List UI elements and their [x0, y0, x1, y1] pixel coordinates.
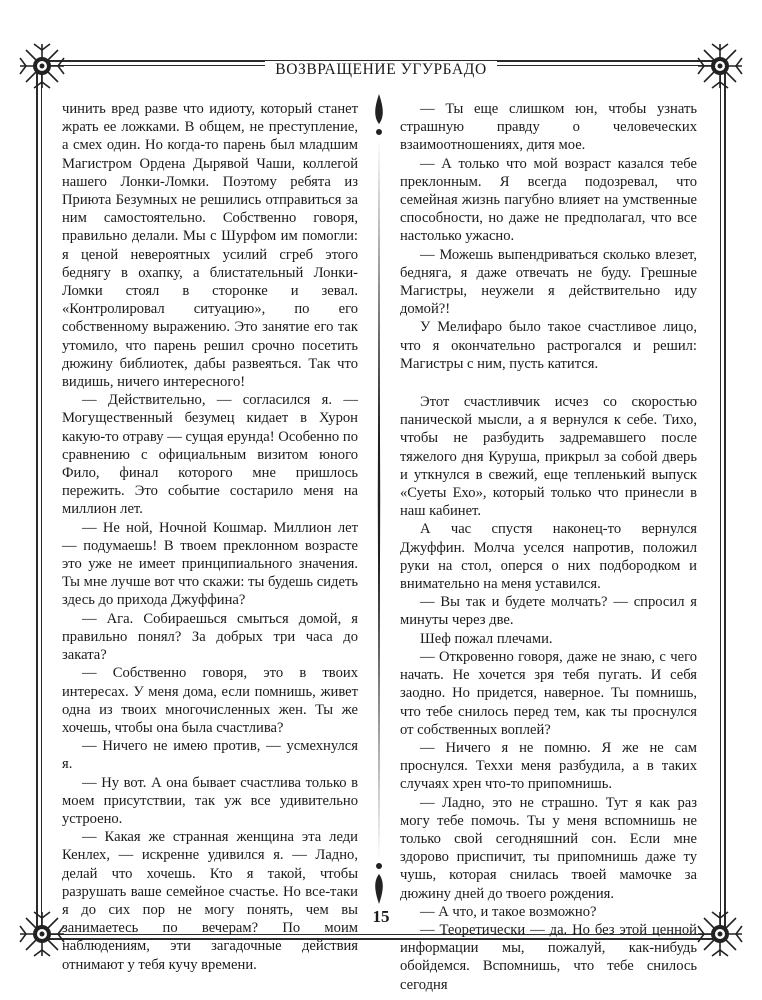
paragraph: У Мелифаро было такое счастливое лицо, что я окончательно растрогался и решил: Магистры с ним, пусть катится. [400, 319, 697, 372]
paragraph: — А что, и такое возможно? [420, 903, 597, 920]
paragraph: — Действительно, — согласился я. — Могущественный безумец кидает в Хурон какую-то отраву — сущая ерунда! Особенно по сравнению с официальным визитом юного Фило, финал которого мне пришлось пережить. Это событие состарило меня на миллион лет. [62, 392, 358, 518]
column-divider-ornament-icon [369, 94, 389, 904]
paragraph: — А только что мой возраст казался тебе преклонным. Я всегда подозревал, что семейная жизнь пагубно влияет на умственные способности, но даже не предполагал, что все настолько ужасно. [400, 155, 697, 245]
paragraph: — Ладно, это не страшно. Тут я как раз могу тебе помочь. Ты у меня вспомнишь не только свой сегодняшний сон. Если мне здорово приспичит, ты припомнишь даже ту чушь, которая снилась твоей мамочке за дюжину дней до твоего рождения. [400, 794, 697, 902]
page-number-container [0, 907, 762, 927]
book-title: ВОЗВРАЩЕНИЕ УГУРБАДО [265, 61, 497, 79]
paragraph: — Какая же странная женщина эта леди Кенлех, — искренне удивился я. — Ладно, делай что хочешь. Кто я такой, чтобы разрушать ваше семейное счастье. Но все-таки я до сих пор не могу понять, чем вы занимаетесь по вечерам? По моим наблюдениям, эти загадочные действия отнимают у тебя кучу времени. [62, 829, 358, 973]
paragraph: — Вы так и будете молчать? — спросил я минуты через две. [400, 594, 697, 629]
paragraph: Этот счастливчик исчез со скоростью панической мысли, а я вернулся к себе. Тихо, чтобы не разбудить задремавшего после тяжелого дня Куруша, прикрыл за собой дверь и уткнулся в свежий, еще тепленький выпуск «Суеты Ехо», который только что принесли в наш кабинет. [400, 394, 697, 520]
paragraph: — Теоретически — да. Но без этой ценной информации мы, пожалуй, как-нибудь обойдемся. Вспомнишь, что тебе снилось сегодня [400, 921, 697, 993]
paragraph: — Ничего не имею против, — усмехнулся я. [62, 738, 358, 773]
paragraph: — Откровенно говоря, даже не знаю, с чего начать. Не хочется зря тебя пугать. И себя заодно. Но придется, наверное. Ты помнишь, что тебе снилось перед тем, как ты проснулся от собственных воплей? [400, 648, 697, 738]
paragraph: — Можешь выпендриваться сколько влезет, бедняга, я даже отвечать не буду. Грешные Магистры, неужели я действительно иду домой?! [400, 246, 697, 318]
text-column-right [400, 100, 697, 993]
paragraph: А час спустя наконец-то вернулся Джуффин. Молча уселся напротив, положил руки на стол, оперся о них подбородком и внимательно на меня уставился. [400, 521, 697, 593]
running-header [0, 61, 762, 79]
paragraph: — Ничего я не помню. Я же не сам проснулся. Теххи меня разбудила, а в таких случаях хрен что-то припомнишь. [400, 739, 697, 793]
paragraph: чинить вред разве что идиоту, который станет жрать ее ложками. В общем, не преступление, а смех один. Но когда-то парень был младшим Магистром Ордена Дырявой Чаши, коллегой нашего Лонки-Ломки. Поэтому ребята из Приюта Безумных не решились отправиться за ним самостоятельно. Собственно говоря, правильно делали. Мы с Шурфом им помогли: я ценой невероятных усилий сгреб этого беднягу в охапку, а блистательный Лонки-Ломки стоял в сторонке и зевал. «Контролировал ситуацию», по его собственному выражению. Это занятие его так утомило, что парень решил срочно посетить дюжину библиотек, дабы развеяться. Так что видишь, ничего интересного! [62, 101, 358, 391]
text-column-left [62, 100, 358, 973]
paragraph: — Ты еще слишком юн, чтобы узнать страшную правду о человеческих взаимоотношениях, дитя мое. [400, 101, 697, 154]
paragraph: — Ага. Собираешься смыться домой, я правильно понял? За добрых три часа до заката? [62, 610, 358, 664]
paragraph: Шеф пожал плечами. [420, 630, 553, 647]
paragraph: — Собственно говоря, это в твоих интересах. У меня дома, если помнишь, живет одна из твоих многочисленных жен. Ты же хочешь, чтобы она была счастлива? [62, 665, 358, 736]
paragraph: — Ну вот. А она бывает счастлива только в моем присутствии, так уж все удивительно устроено. [62, 774, 358, 827]
page-number: 15 [365, 907, 398, 927]
paragraph: — Не ной, Ночной Кошмар. Миллион лет — подумаешь! В твоем преклонном возрасте это уже не имеет принципиального значения. Ты мне лучше вот что скажи: ты будешь сидеть здесь до прихода Джуффина? [62, 519, 358, 609]
